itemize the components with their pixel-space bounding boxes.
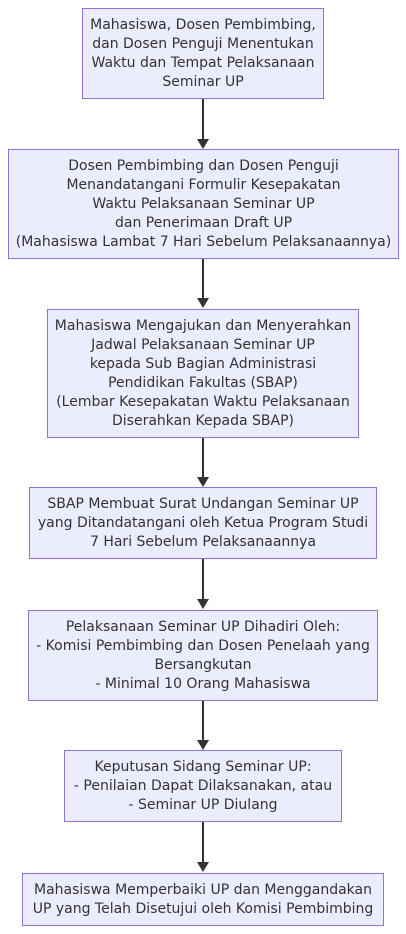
step-5-line-1: Pelaksanaan Seminar UP Dihadiri Oleh:	[65, 618, 341, 635]
step-2-line-1: Dosen Pembimbing dan Dosen Penguji	[68, 157, 339, 174]
step-3-line-6: Diserahkan Kepada SBAP)	[112, 412, 294, 429]
arrow-4-5-shaft	[202, 559, 204, 600]
step-1-box	[82, 8, 324, 99]
step-2-box	[8, 149, 399, 259]
step-4-line-2: yang Ditandatangani oleh Ketua Program Studi	[37, 514, 369, 531]
arrow-2-3-shaft	[202, 259, 204, 299]
step-5-box	[28, 610, 378, 701]
step-3-line-2: Jadwal Pelaksanaan Seminar UP	[91, 336, 315, 353]
arrow-4-5-head	[197, 599, 209, 609]
arrow-2-3-head	[197, 298, 209, 308]
step-4-line-1: SBAP Membuat Surat Undangan Seminar UP	[47, 495, 359, 512]
step-1-line-4: Seminar UP	[162, 73, 244, 90]
step-3-line-1: Mahasiswa Mengajukan dan Menyerahkan	[54, 317, 352, 334]
step-4-line-3: 7 Hari Sebelum Pelaksanaannya	[89, 533, 317, 550]
step-7-line-1: Mahasiswa Memperbaiki UP dan Menggandakan	[34, 881, 372, 898]
step-2-line-4: dan Penerimaan Draft UP	[114, 214, 293, 231]
step-6-box	[64, 750, 342, 822]
step-3-line-5: (Lembar Kesepakatan Waktu Pelaksanaan	[56, 393, 350, 410]
arrow-1-2-shaft	[202, 99, 204, 140]
step-3-box	[47, 309, 359, 438]
step-5-line-2: - Komisi Pembimbing dan Dosen Penelaah yang	[36, 637, 370, 654]
arrow-6-7-shaft	[202, 822, 204, 863]
step-5-line-3: Bersangkutan	[154, 656, 252, 673]
step-2-line-5: (Mahasiswa Lambat 7 Hari Sebelum Pelaksanaannya)	[15, 233, 392, 250]
arrow-5-6-shaft	[202, 701, 204, 741]
step-2-line-3: Waktu Pelaksanaan Seminar UP	[92, 195, 315, 212]
arrow-6-7-head	[197, 862, 209, 872]
step-3-line-3: kepada Sub Bagian Administrasi	[89, 355, 317, 372]
step-6-line-1: Keputusan Sidang Seminar UP:	[94, 758, 312, 775]
step-2-line-2: Menandatangani Formulir Kesepakatan	[66, 176, 341, 193]
step-7-box	[22, 873, 384, 926]
arrow-5-6-head	[197, 740, 209, 750]
arrow-1-2-head	[197, 139, 209, 149]
step-7-line-2: UP yang Telah Disetujui oleh Komisi Pembimbing	[32, 900, 374, 917]
step-5-line-4: - Minimal 10 Orang Mahasiswa	[95, 675, 311, 692]
step-1-line-1: Mahasiswa, Dosen Pembimbing,	[90, 16, 316, 33]
step-4-box	[29, 487, 377, 559]
step-1-line-2: dan Dosen Penguji Menentukan	[92, 35, 314, 52]
arrow-3-4-head	[197, 477, 209, 487]
step-1-line-3: Waktu dan Tempat Pelaksanaan	[91, 54, 315, 71]
arrow-3-4-shaft	[202, 438, 204, 478]
step-6-line-3: - Seminar UP Diulang	[128, 796, 278, 813]
step-6-line-2: - Penilaian Dapat Dilaksanakan, atau	[73, 777, 333, 794]
step-3-line-4: Pendidikan Fakultas (SBAP)	[108, 374, 298, 391]
